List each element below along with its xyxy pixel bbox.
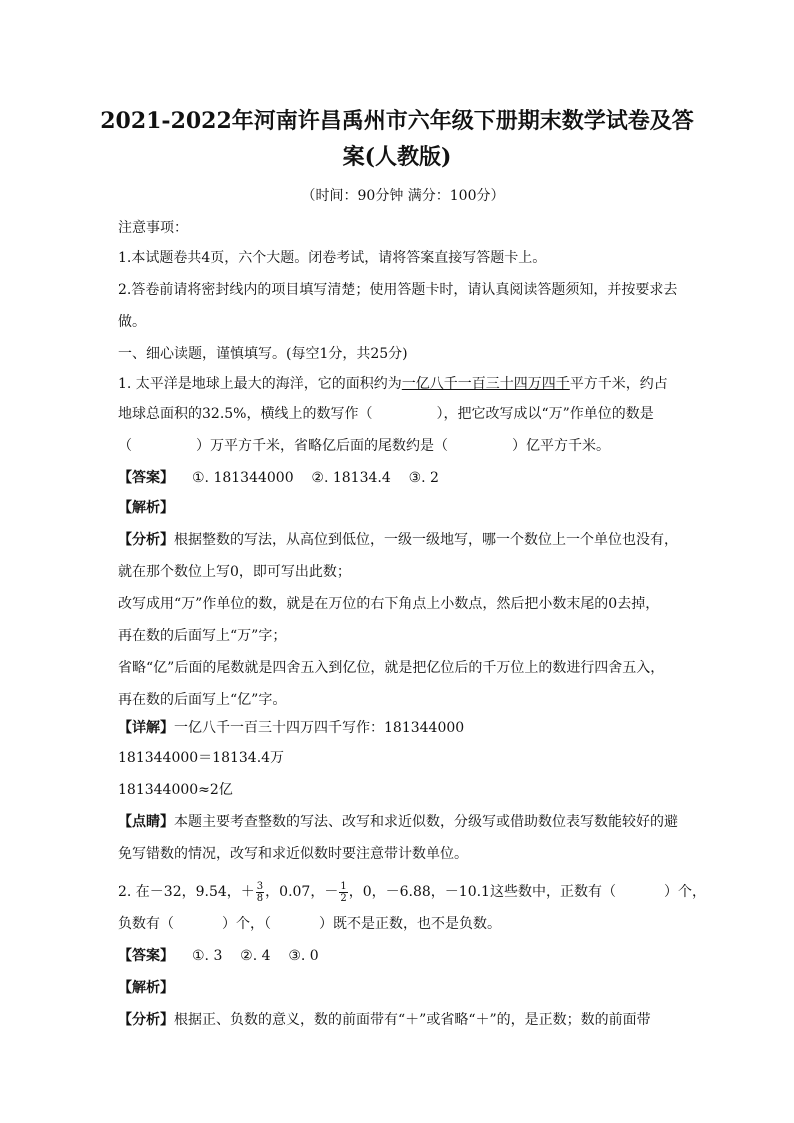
answer-tag: 【答案】 [118, 470, 174, 486]
fraction-three-eighths: $\frac{3}{8}$ [256, 880, 264, 904]
comment-tag: 【点睛】 [118, 814, 174, 830]
q1-line1 [118, 374, 688, 394]
q2-text: 负数有（ [118, 916, 174, 932]
fenxi-text: 根据正、负数的意义，数的前面带有“＋”或省略“＋”的，是正数；数的前面带 [174, 1012, 651, 1028]
note-1: 1.本试题卷共4页，六个大题。闭卷考试，请将答案直接写答题卡上。 [118, 250, 547, 266]
note-2-line1: 2.答卷前请将密封线内的项目填写清楚；使用答题卡时，请认真阅读答题须知，并按要求去 [118, 282, 678, 298]
q1-underlined-number: 一亿八千一百三十四万四千 [401, 376, 570, 392]
q2-text: ，0.07，－ [265, 884, 339, 900]
page-title-line2: 案(人教版) [342, 144, 452, 170]
q2-analysis-tag: 【解析】 [118, 980, 174, 996]
q1-text: 1. 太平洋是地球上最大的海洋，它的面积约为 [118, 376, 402, 392]
q1-text: 平方千米，约占 [569, 376, 668, 392]
q1-fenxi-1 [118, 530, 688, 550]
q1-fenxi-2: 就在那个数位上写0，即可写出此数； [118, 564, 351, 580]
q2-text: 2. 在－32，9.54，＋ [118, 884, 255, 900]
q2-text: ）个， [663, 884, 706, 900]
q1-comment-1 [118, 812, 688, 832]
q1-fenxi-6: 再在数的后面写上“亿”字。 [118, 692, 287, 708]
fenxi-text: 根据整数的写法，从高位到低位，一级一级地写，哪一个数位上一个单位也没有， [174, 532, 678, 548]
fenxi-tag: 【分析】 [118, 532, 174, 548]
answer-text: ①. 3 ②. 4 ③. 0 [192, 948, 319, 964]
answer-tag: 【答案】 [118, 948, 174, 964]
exam-info: （时间：90分钟 满分：100分） [301, 188, 505, 204]
q1-text: ），把它改写成以“万”作单位的数是 [436, 406, 654, 422]
q2-line1 [118, 876, 706, 908]
q1-fenxi-3: 改写成用“万”作单位的数，就是在万位的右下角点上小数点，然后把小数末尾的0去掉， [118, 596, 660, 612]
notes-heading: 注意事项： [118, 220, 188, 236]
q1-comment-2: 免写错数的情况，改写和求近似数时要注意带计数单位。 [118, 846, 468, 862]
q1-line3 [118, 436, 688, 456]
q1-text: ）亿平方千米。 [512, 438, 610, 454]
detail-text: 一亿八千一百三十四万四千写作：181344000 [174, 720, 465, 736]
q1-text: ）万平方千米，省略亿后面的尾数约是（ [196, 438, 448, 454]
q1-fenxi-5: 省略“亿”后面的尾数就是四舍五入到亿位，就是把亿位后的千万位上的数进行四舍五入， [118, 660, 665, 676]
q1-detail-2: 181344000＝18134.4万 [118, 750, 285, 766]
comment-text: 本题主要考查整数的写法、改写和求近似数，分级写或借助数位表写数能较好的避 [174, 814, 678, 830]
q2-answer [118, 946, 688, 966]
section-heading: 一、细心读题，谨慎填写。(每空1分，共25分) [118, 346, 408, 362]
page-title-line1: 2021-2022年河南许昌禹州市六年级下册期末数学试卷及答 [100, 108, 694, 134]
q1-detail-1 [118, 718, 688, 738]
detail-tag: 【详解】 [118, 720, 174, 736]
answer-text: ①. 181344000 ②. 18134.4 ③. 2 [192, 470, 439, 486]
q1-text: 地球总面积的32.5%，横线上的数写作（ [118, 406, 373, 422]
q2-line2 [118, 914, 688, 934]
q2-text: ）个，（ [222, 916, 271, 932]
q2-fenxi-1 [118, 1010, 688, 1030]
q1-fenxi-4: 再在数的后面写上“万”字； [118, 628, 287, 644]
q1-answer [118, 468, 688, 488]
fenxi-tag: 【分析】 [118, 1012, 174, 1028]
q2-text: ，0，－6.88，－10.1这些数中，正数有（ [348, 884, 616, 900]
q1-line2 [118, 404, 688, 424]
q1-text: （ [118, 438, 132, 454]
q1-analysis-tag: 【解析】 [118, 500, 174, 516]
fraction-one-half: $\frac{1}{2}$ [340, 880, 347, 904]
q1-detail-3: 181344000≈2亿 [118, 782, 233, 798]
q2-text: ）既不是正数，也不是负数。 [319, 916, 501, 932]
note-2-line2: 做。 [118, 314, 146, 330]
